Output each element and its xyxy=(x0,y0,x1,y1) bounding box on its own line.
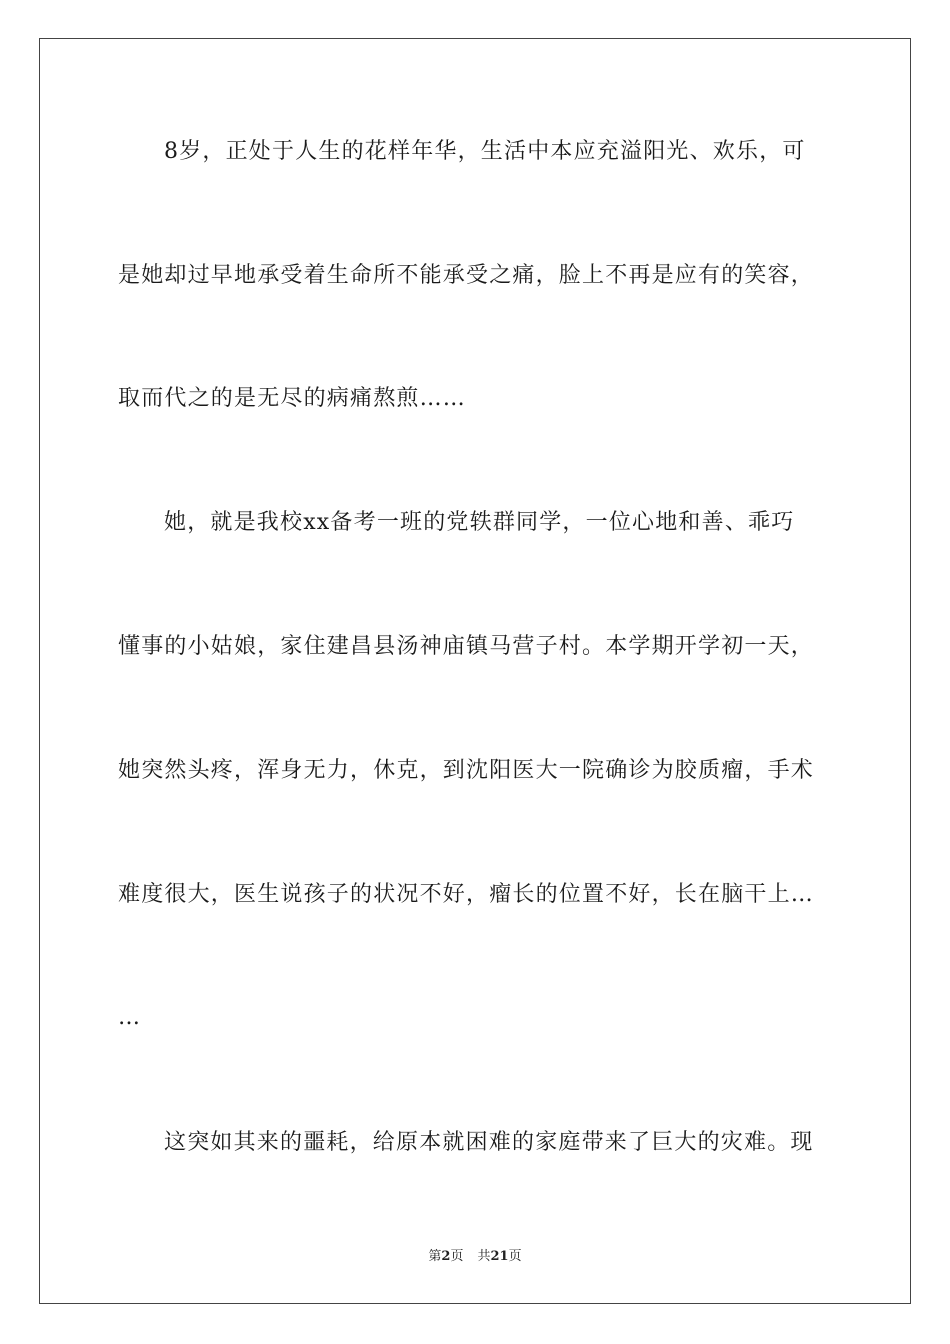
page-footer xyxy=(0,1248,950,1266)
paragraph-1-line-3: 取而代之的是无尽的病痛熬煎…… xyxy=(118,386,467,411)
paragraph-2-line-3: 她突然头疼，浑身无力，休克，到沈阳医大一院确诊为胶质瘤，手术 xyxy=(118,758,815,783)
paragraph-2-line-2: 懂事的小姑娘，家住建昌县汤神庙镇马营子村。本学期开学初一天， xyxy=(118,634,815,659)
paragraph-3-line-1: 这突如其来的噩耗，给原本就困难的家庭带来了巨大的灾难。现 xyxy=(164,1130,814,1155)
page-number: 第2页 xyxy=(428,1249,464,1264)
paragraph-2-line-5: … xyxy=(118,1005,142,1030)
page-border xyxy=(39,38,911,1304)
paragraph-1-line-1: 8岁，正处于人生的花样年华，生活中本应充溢阳光、欢乐，可 xyxy=(164,139,806,164)
paragraph-1-line-2: 是她却过早地承受着生命所不能承受之痛，脸上不再是应有的笑容， xyxy=(118,263,815,288)
paragraph-2-line-1: 她，就是我校xx备考一班的党轶群同学，一位心地和善、乖巧 xyxy=(164,510,795,535)
page-total: 共21页 xyxy=(477,1249,522,1264)
paragraph-2-line-4: 难度很大，医生说孩子的状况不好，瘤长的位置不好，长在脑干上… xyxy=(118,882,815,907)
